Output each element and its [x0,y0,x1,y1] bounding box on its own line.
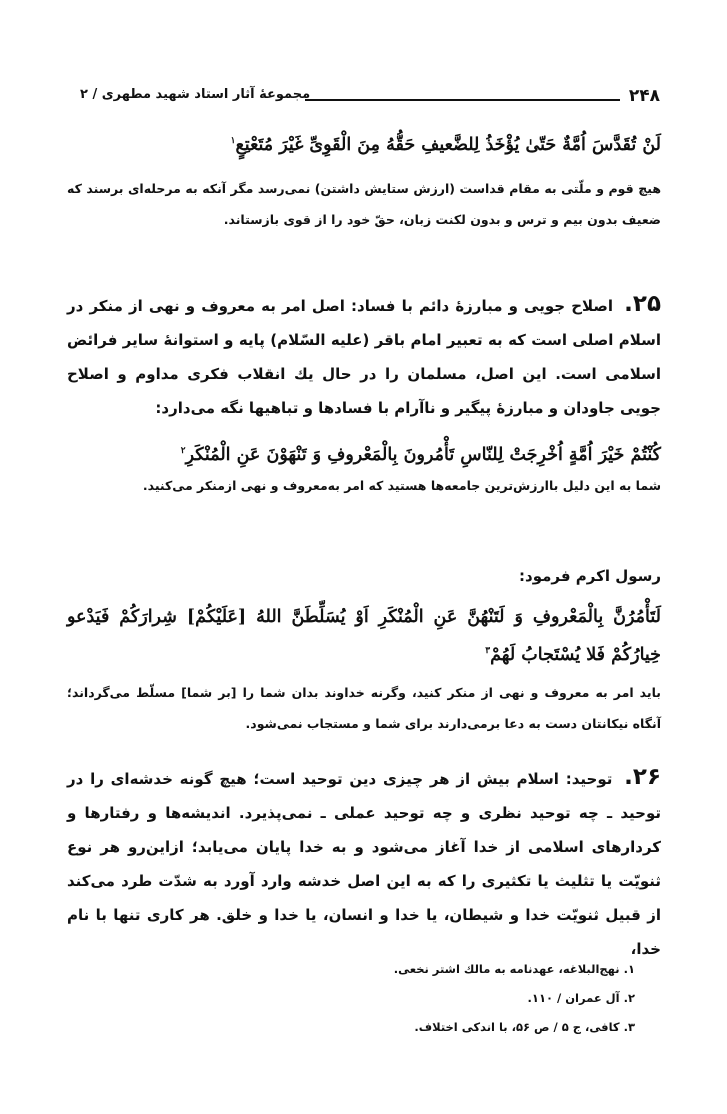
arabic-quote-1 [67,124,661,162]
translation-1: هیچ قوم و ملّتی به مقام قداست (ارزش ستایش داشتن) نمی‌رسد مگر آنکه به مرحله‌ای برسند که ضعیف بدون بیم و ترس و بدون لکنت زبان، حقّ خود را از قوی بازستاند. [67,181,661,227]
section-25-text: اصلاح جویی و مبارزهٔ دائم با فساد: اصل امر به معروف و نهی از منکر در اسلام اصلی است که به تعبیر امام باقر (علیه السّلام) پایه و استوانهٔ سایر فرائض اسلامی است. این اصل، مسلمان را در حال یك انقلاب فکری مداوم و اصلاح جویی جاودان و مبارزهٔ پیگیر و ناآرام با فسادها و تباهیها نگه می‌دارد: [67,297,661,417]
arabic-quote-1-text: لَنْ تُقَدَّسَ اُمَّةٌ حَتّیٰ یُؤْخَذُ لِلضَّعیفِ حَقُّهُ مِنَ الْقَوِیِّ غَیْرَ مُتَعْتِعٍ [235,134,661,155]
footnote-3: ۳. کافی، ج ۵ / ص ۵۶، با اندکی اختلاف. [414,1020,635,1034]
section-26 [67,760,661,966]
arabic-quote-2-text: کُنْتُمْ خَیْرَ اُمَّةٍ اُخْرِجَتْ لِلنّاسِ تَأْمُرونَ بِالْمَعْروفِ وَ تَنْهَوْنَ عَنِ الْمُنْکَرِ [185,444,661,465]
translation-3: باید امر به معروف و نهی از منکر کنید، وگرنه خداوند بدان شما را [بر شما] مسلّط می‌گرداند؛ آنگاه نیکانتان دست به دعا برمی‌دارند برای شما و مستجاب نمی‌شود. [67,685,661,731]
section-26-number: ۲۶. [624,764,661,790]
arabic-quote-3 [67,600,661,672]
arabic-quote-2 [67,434,661,472]
section-25-number: ۲۵. [624,291,661,317]
section-25 [67,287,661,425]
translation-2: شما به این دلیل باارزش‌ترین جامعه‌ها هستید که امر به‌معروف و نهی ازمنکر می‌کنید. [142,478,661,493]
section-26-text: توحید: اسلام بیش از هر چیزی دین توحید است؛ هیچ گونه خدشه‌ای را در توحید ـ چه توحید نظری و چه توحید عملی ـ نمی‌پذیرد. اندیشه‌ها و رفتارها و کردارهای اسلامی از خدا آغاز می‌شود و به خدا پایان می‌یابد؛ ازاین‌رو هر نوع ثنویّت یا تثلیث یا تکثیری را که به این اصل خدشه وارد آورد به شدّت طرد می‌کند از قبیل ثنویّت خدا و شیطان، یا خدا و انسان، یا خدا و خلق. هر کاری تنها با نام خدا، [67,770,661,958]
arabic-quote-3-text: لَتَأْمُرُنَّ بِالْمَعْروفِ وَ لَتَنْهُنَّ عَنِ الْمُنْکَرِ اَوْ یُسَلِّطَنَّ اللهُ [عَلَیْکُمْ] شِرارَکُمْ فَیَدْعو خِیارُکُمْ فَلا یُسْتَجابُ لَهُمْ [67,607,661,665]
footnote-2: ۲. آل عمران / ۱۱۰. [527,991,635,1005]
footnote-1: ۱. نهج‌البلاغه، عهدنامه به مالك اشتر نخعی. [393,962,635,976]
prophet-intro: رسول اکرم فرمود: [519,567,661,585]
running-title: مجموعهٔ آثار استاد شهید مطهری / ۲ [80,87,311,102]
footnote-mark-2: ۲ [180,446,186,456]
footnote-mark-1: ۱ [230,136,236,146]
header-rule [305,99,620,101]
page-header [80,86,660,112]
footnotes [75,955,635,1042]
footnote-mark-3: ۳ [485,646,491,656]
page-number: ۲۴۸ [628,86,660,106]
